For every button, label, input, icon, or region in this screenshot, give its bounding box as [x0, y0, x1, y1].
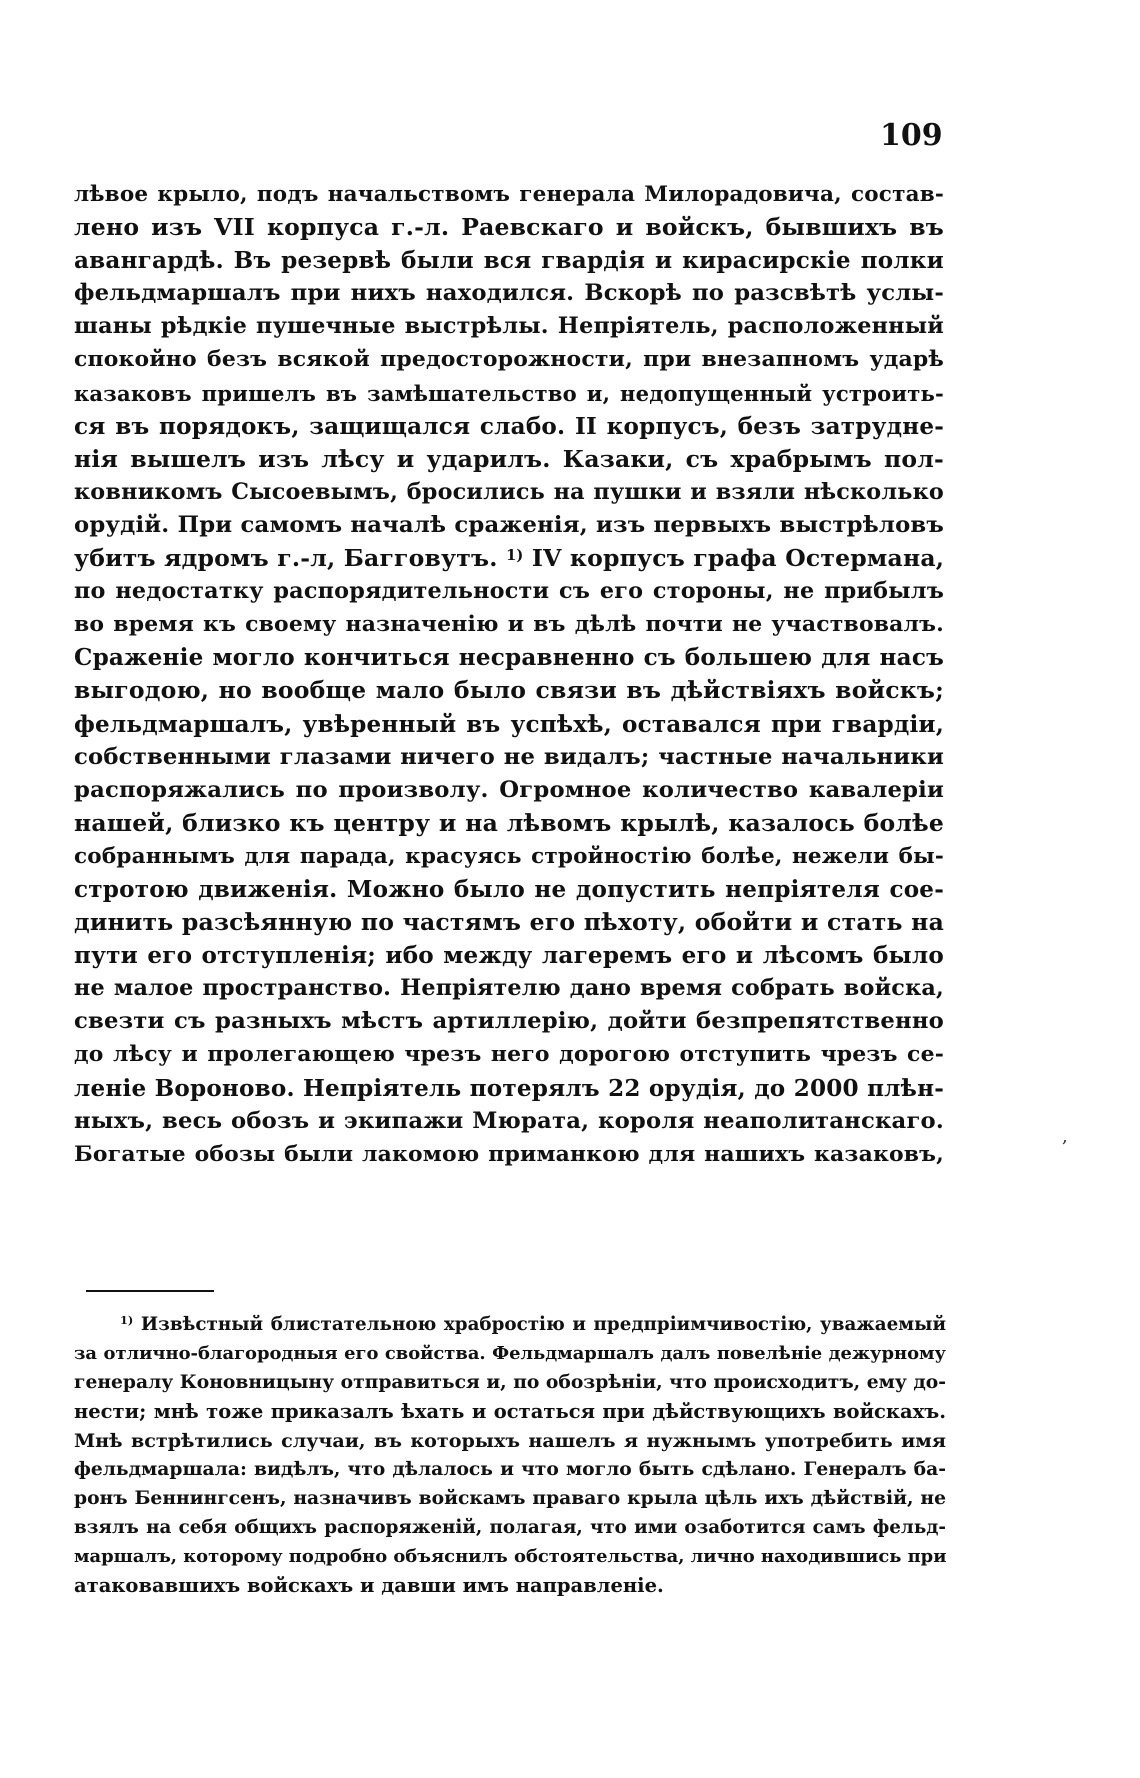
- footnote-separator: [86, 1290, 214, 1292]
- text-line: шаны рѣдкіе пушечные выстрѣлы. Непріятель, расположенный: [74, 313, 944, 340]
- footnote-reference: 1): [506, 547, 524, 565]
- text-line: орудій. При самомъ началѣ сраженія, изъ первыхъ выстрѣловъ: [74, 511, 944, 538]
- text-line-part: IV корпусъ графа Остермана,: [531, 544, 945, 573]
- footnote-line: атаковавшихъ войскахъ и давши имъ направленіе.: [74, 1574, 664, 1597]
- text-line: спокойно безъ всякой предосторожности, при внезапномъ ударѣ: [74, 346, 944, 373]
- text-line: нія вышелъ изъ лѣсу и ударилъ. Казаки, съ храбрымъ пол-: [74, 444, 944, 473]
- footnote-line: взялъ на себя общихъ распоряженій, полагая, что ими озаботится самъ фельд-: [74, 1517, 946, 1538]
- text-line-with-footnote-ref: [74, 542, 944, 575]
- text-line: фельдмаршалъ при нихъ находился. Вскорѣ по разсвѣтѣ услы-: [74, 280, 944, 307]
- page-number: 109: [880, 118, 943, 153]
- footnote: [74, 1310, 946, 1600]
- text-line: лѣвое крыло, подъ начальствомъ генерала Милорадовича, состав-: [74, 182, 944, 207]
- text-line: авангардѣ. Въ резервѣ были вся гвардія и кирасирскіе полки: [74, 247, 944, 275]
- text-line: ныхъ, весь обозъ и экипажи Мюрата, короля неаполитанскаго.: [74, 1107, 944, 1134]
- text-line: до лѣсу и пролегающею чрезъ него дорогою отступить чрезъ се-: [74, 1041, 944, 1068]
- footnote-line: ронъ Беннингсенъ, назначивъ войскамъ праваго крыла цѣль ихъ дѣйствій, не: [74, 1487, 946, 1509]
- footnote-line: Мнѣ встрѣтились случаи, въ которыхъ нашелъ я нужнымъ употребить имя: [74, 1429, 946, 1452]
- footnote-marker: 1): [120, 1313, 134, 1327]
- margin-mark: ,: [1062, 1126, 1068, 1147]
- text-line: фельдмаршалъ, увѣренный въ успѣхѣ, оставался при гвардіи,: [74, 710, 944, 738]
- text-line: казаковъ пришелъ въ замѣшательство и, недопущенный устроить-: [74, 380, 944, 406]
- footnote-line: [74, 1310, 946, 1339]
- text-line: собраннымъ для парада, красуясь стройностію болѣе, нежели бы-: [74, 843, 944, 869]
- text-line: леніе Вороново. Непріятель потерялъ 22 орудія, до 2000 плѣн-: [74, 1074, 944, 1102]
- footnote-line: фельдмаршала: видѣлъ, что дѣлалось и что могло быть сдѣлано. Генералъ ба-: [74, 1458, 946, 1480]
- footnote-line: генералу Коновницыну отправиться и, по обозрѣніи, что происходитъ, ему до-: [74, 1371, 946, 1393]
- text-line: собственными глазами ничего не видалъ; частные начальники: [74, 743, 944, 770]
- text-line: стротою движенія. Можно было не допустить непріятеля сое-: [74, 875, 944, 903]
- text-line: выгодою, но вообще мало было связи въ дѣйствіяхъ войскъ;: [74, 676, 944, 705]
- text-line: распоряжались по произволу. Огромное количество кавалеріи: [74, 776, 944, 803]
- text-line: Сраженіе могло кончиться несравненно съ большею для насъ: [74, 644, 944, 672]
- text-line: ся въ порядокъ, защищался слабо. II корпусъ, безъ затрудне-: [74, 412, 944, 440]
- text-line: лено изъ VII корпуса г.-л. Раевскаго и войскъ, бывшихъ въ: [74, 213, 944, 242]
- text-line: свезти съ разныхъ мѣстъ артиллерію, дойти безпрепятственно: [74, 1008, 944, 1035]
- text-line-part: убитъ ядромъ г.-л, Багговутъ.: [74, 544, 498, 573]
- footnote-line-text: Извѣстный блистательною храбростію и предпріимчивостію, уважаемый: [140, 1314, 947, 1335]
- text-line: по недостатку распорядительности съ его стороны, не прибылъ: [74, 578, 944, 605]
- footnote-line: маршалъ, которому подробно объяснилъ обстоятельства, лично находившись при: [74, 1546, 947, 1567]
- main-text: [74, 178, 944, 1171]
- text-line: динить разсѣянную по частямъ его пѣхоту, обойти и стать на: [74, 908, 944, 937]
- text-line: пути его отступленія; ибо между лагеремъ его и лѣсомъ было: [74, 942, 944, 970]
- text-line: нашей, близко къ центру и на лѣвомъ крылѣ, казалось болѣе: [74, 808, 944, 837]
- text-line: не малое пространство. Непріятелю дано время собрать войска,: [74, 975, 944, 1002]
- footnote-line: за отлично-благородныя его свойства. Фельдмаршалъ далъ повелѣніе дежурному: [74, 1343, 946, 1364]
- text-line: Богатые обозы были лакомою приманкою для нашихъ казаковъ,: [74, 1140, 944, 1167]
- text-line: во время къ своему назначенію и въ дѣлѣ почти не участвовалъ.: [74, 611, 944, 638]
- footnote-line: нести; мнѣ тоже приказалъ ѣхать и остаться при дѣйствующихъ войскахъ.: [74, 1400, 946, 1423]
- text-line: ковникомъ Сысоевымъ, бросились на пушки и взяли нѣсколько: [74, 478, 944, 505]
